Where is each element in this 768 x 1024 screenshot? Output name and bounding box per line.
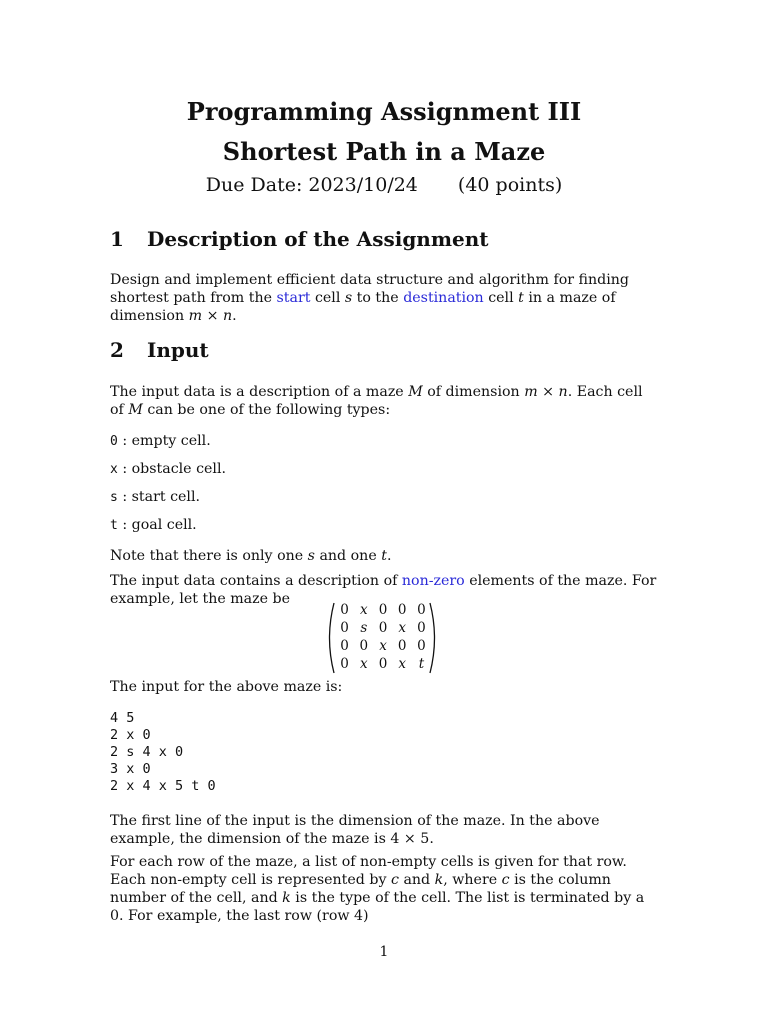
matrix-cell: 0 <box>340 602 349 618</box>
matrix-cell: s <box>360 620 368 636</box>
code-line: 4 5 <box>110 710 135 726</box>
section-title: Description of the Assignment <box>147 227 489 251</box>
matrix-cell: x <box>379 638 387 654</box>
title-line-1: Programming Assignment III <box>186 97 582 126</box>
due-line <box>0 173 768 197</box>
matrix-cell: t <box>418 656 425 672</box>
note-paragraph: Note that there is only one s and one t. <box>110 548 392 564</box>
cell-type-item: t : goal cell. <box>110 517 197 533</box>
matrix-cell: x <box>359 656 368 672</box>
matrix-cell: x <box>359 602 368 618</box>
matrix-cell: 0 <box>417 602 426 618</box>
matrix-row <box>335 655 431 673</box>
section-number: 1 <box>110 227 124 251</box>
input-label: The input for the above maze is: <box>110 679 343 695</box>
matrix-cell: 0 <box>378 620 388 636</box>
matrix-cell: 0 <box>417 638 426 654</box>
code-line: 2 x 4 x 5 t 0 <box>110 778 216 794</box>
matrix-cell: 0 <box>340 638 349 654</box>
non-zero-link[interactable]: non-zero <box>401 573 465 589</box>
matrix-cell: 0 <box>397 638 407 654</box>
section-1-heading <box>110 227 489 251</box>
matrix-cell: 0 <box>340 656 349 672</box>
matrix-cell: x <box>398 656 407 672</box>
section-number: 2 <box>110 338 124 362</box>
section-title: Input <box>147 338 209 362</box>
matrix-cell: x <box>398 620 407 636</box>
cell-type-item: 0 : empty cell. <box>110 433 211 449</box>
section-2-heading <box>110 338 209 362</box>
nonzero-paragraph: The input data contains a description of non-zero elements of the maze. For example, let the maze be <box>110 573 657 607</box>
cell-type-item: x : obstacle cell. <box>110 461 227 477</box>
title-line-2: Shortest Path in a Maze <box>222 137 546 166</box>
matrix-cell: 0 <box>417 620 426 636</box>
matrix-row <box>335 637 431 655</box>
matrix-cell: 0 <box>340 620 349 636</box>
code-line: 2 x 0 <box>110 727 151 743</box>
first-line-paragraph: The first line of the input is the dimension of the maze. In the above example, the dimension of the maze is 4 × 5. <box>110 813 600 847</box>
maze-matrix <box>326 601 438 673</box>
code-line: 2 s 4 x 0 <box>110 744 184 760</box>
destination-link[interactable]: destination <box>403 290 484 306</box>
points: (40 points) <box>457 174 563 196</box>
matrix-cell: 0 <box>359 638 369 654</box>
code-line: 3 x 0 <box>110 761 151 777</box>
matrix-row <box>335 601 431 619</box>
input-intro-paragraph: The input data is a description of a maze M of dimension m × n. Each cell of M can be one of the following types: <box>110 384 643 418</box>
matrix-cells <box>335 601 431 673</box>
matrix-cell: 0 <box>378 656 388 672</box>
cell-type-item: s : start cell. <box>110 489 200 505</box>
matrix-row <box>335 619 431 637</box>
each-row-paragraph: For each row of the maze, a list of non-empty cells is given for that row. Each non-empty cell is represented by c and k, where c is the column number of the cell, and k is the type of the cell. The list is terminated by a 0. For example, the last row (row 4) <box>110 854 645 924</box>
page-number: 1 <box>379 944 389 960</box>
due-date: Due Date: 2023/10/24 <box>205 174 418 196</box>
matrix-cell: 0 <box>378 602 388 618</box>
start-link[interactable]: start <box>276 290 311 306</box>
description-paragraph: Design and implement efficient data structure and algorithm for finding shortest path from the start cell s to the destination cell t in a maze of dimension m × n. <box>110 272 629 324</box>
matrix-cell: 0 <box>397 602 407 618</box>
